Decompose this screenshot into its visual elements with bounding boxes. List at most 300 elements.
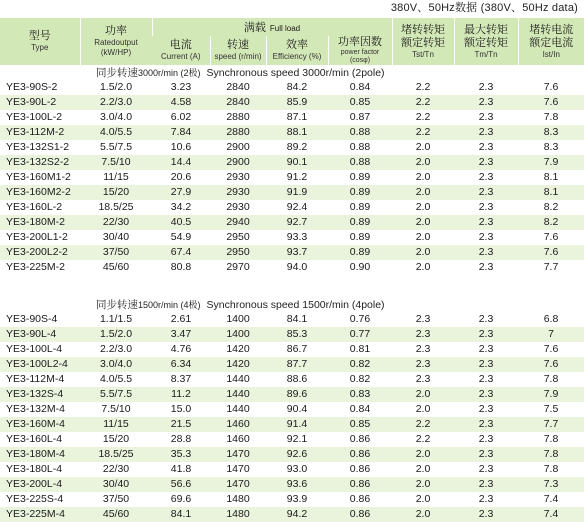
cell-efficiency: 92.1 [266, 432, 328, 447]
cell-tm: 2.3 [454, 447, 518, 462]
cell-tm: 2.3 [454, 477, 518, 492]
cell-speed: 1440 [210, 372, 266, 387]
cell-tm: 2.3 [454, 372, 518, 387]
cell-tm: 2.3 [454, 200, 518, 215]
tm-header-cn2: 额定转矩 [455, 37, 518, 50]
cell-ist: 7.3 [518, 477, 584, 492]
cell-ist: 7.8 [518, 110, 584, 125]
cell-tst: 2.0 [392, 462, 454, 477]
cell-ist: 8.3 [518, 125, 584, 140]
cell-power: 3.0/4.0 [80, 357, 152, 372]
cell-power-factor: 0.84 [328, 80, 392, 95]
cell-speed: 1440 [210, 402, 266, 417]
cell-tst: 2.3 [392, 357, 454, 372]
cell-ist: 7.6 [518, 80, 584, 95]
section-title-row [0, 297, 584, 312]
cell-tm: 2.3 [454, 387, 518, 402]
cell-current: 8.37 [152, 372, 210, 387]
cell-tst: 2.0 [392, 170, 454, 185]
cell-tm: 2.3 [454, 507, 518, 522]
motor-data-table-wrap [0, 18, 584, 522]
cell-power-factor: 0.89 [328, 170, 392, 185]
cell-current: 80.8 [152, 260, 210, 275]
cell-tst: 2.0 [392, 260, 454, 275]
cell-efficiency: 91.9 [266, 185, 328, 200]
cell-ist: 7.4 [518, 507, 584, 522]
cell-tst: 2.3 [392, 312, 454, 327]
cell-speed: 1460 [210, 432, 266, 447]
cell-power: 5.5/7.5 [80, 140, 152, 155]
cell-tst: 2.0 [392, 200, 454, 215]
cell-type: YE3-90S-2 [0, 80, 80, 95]
section-title-title-a: 同步转速 [96, 299, 138, 311]
table-row [0, 80, 584, 95]
cell-efficiency: 93.3 [266, 230, 328, 245]
section-spacer [0, 275, 584, 297]
cell-speed: 1420 [210, 342, 266, 357]
cell-ist: 7.9 [518, 155, 584, 170]
col-efficiency-header [266, 36, 328, 65]
cell-power: 4.0/5.5 [80, 372, 152, 387]
table-row [0, 402, 584, 417]
section-title-title-c: Synchronous speed 3000r/min (2pole) [207, 67, 385, 79]
cell-efficiency: 89.2 [266, 140, 328, 155]
table-row [0, 170, 584, 185]
table-body [0, 65, 584, 522]
ist-header-cn2: 额定电流 [519, 37, 584, 50]
cell-speed: 2880 [210, 110, 266, 125]
cell-tm: 2.3 [454, 170, 518, 185]
cell-current: 41.8 [152, 462, 210, 477]
table-row [0, 432, 584, 447]
cell-ist: 7.7 [518, 260, 584, 275]
section-title [0, 65, 584, 80]
cell-tm: 2.3 [454, 215, 518, 230]
cell-ist: 7.6 [518, 245, 584, 260]
cell-power-factor: 0.86 [328, 447, 392, 462]
cell-power: 22/30 [80, 215, 152, 230]
cell-power-factor: 0.84 [328, 402, 392, 417]
table-row [0, 387, 584, 402]
cell-tst: 2.0 [392, 477, 454, 492]
cell-type: YE3-112M-2 [0, 125, 80, 140]
cell-current: 67.4 [152, 245, 210, 260]
cell-type: YE3-160M-4 [0, 417, 80, 432]
cell-efficiency: 85.3 [266, 327, 328, 342]
cell-tst: 2.0 [392, 447, 454, 462]
table-row [0, 110, 584, 125]
cell-tm: 2.3 [454, 312, 518, 327]
cell-power: 15/20 [80, 432, 152, 447]
cell-tst: 2.2 [392, 417, 454, 432]
cell-efficiency: 87.7 [266, 357, 328, 372]
cell-tst: 2.2 [392, 125, 454, 140]
cell-efficiency: 90.4 [266, 402, 328, 417]
cell-power-factor: 0.83 [328, 387, 392, 402]
cell-type: YE3-180M-2 [0, 215, 80, 230]
cell-tm: 2.3 [454, 260, 518, 275]
cell-efficiency: 94.2 [266, 507, 328, 522]
cell-power: 1.5/2.0 [80, 80, 152, 95]
motor-data-table [0, 18, 584, 522]
cell-speed: 2900 [210, 155, 266, 170]
cell-speed: 2940 [210, 215, 266, 230]
cell-speed: 1470 [210, 477, 266, 492]
cell-efficiency: 84.1 [266, 312, 328, 327]
table-row [0, 357, 584, 372]
cell-ist: 7.6 [518, 95, 584, 110]
cell-power-factor: 0.88 [328, 140, 392, 155]
cell-speed: 2950 [210, 245, 266, 260]
cell-speed: 2930 [210, 185, 266, 200]
cell-power: 5.5/7.5 [80, 387, 152, 402]
table-row [0, 477, 584, 492]
cell-current: 4.58 [152, 95, 210, 110]
cell-current: 3.47 [152, 327, 210, 342]
cell-power: 11/15 [80, 417, 152, 432]
cell-tm: 2.3 [454, 80, 518, 95]
pf-header-unit: (cosφ) [329, 57, 392, 65]
tst-header-en: Tst/Tn [393, 50, 454, 60]
section-title-title-b: 3000r/min (2极) [138, 68, 201, 78]
cell-type: YE3-100L2-4 [0, 357, 80, 372]
cell-current: 6.02 [152, 110, 210, 125]
cell-tst: 2.0 [392, 245, 454, 260]
cell-efficiency: 86.7 [266, 342, 328, 357]
section-title-title-c: Synchronous speed 1500r/min (4pole) [207, 299, 385, 311]
cell-power: 4.0/5.5 [80, 125, 152, 140]
cell-type: YE3-132S2-2 [0, 155, 80, 170]
cell-ist: 7.6 [518, 357, 584, 372]
cell-speed: 2900 [210, 140, 266, 155]
cell-power: 2.2/3.0 [80, 95, 152, 110]
tst-header-cn1: 堵转转矩 [393, 24, 454, 37]
col-tm-header [454, 18, 518, 65]
cell-tm: 2.3 [454, 245, 518, 260]
table-row [0, 215, 584, 230]
cell-ist: 7.9 [518, 387, 584, 402]
cell-ist: 7.7 [518, 417, 584, 432]
cell-power: 2.2/3.0 [80, 342, 152, 357]
cell-power: 22/30 [80, 462, 152, 477]
table-row [0, 185, 584, 200]
cell-type: YE3-180M-4 [0, 447, 80, 462]
cell-power-factor: 0.76 [328, 312, 392, 327]
cell-type: YE3-160M2-2 [0, 185, 80, 200]
speed-header-cn: 转速 [211, 39, 266, 52]
cell-tst: 2.0 [392, 387, 454, 402]
cell-tst: 2.0 [392, 140, 454, 155]
cell-power-factor: 0.89 [328, 230, 392, 245]
cell-current: 2.61 [152, 312, 210, 327]
cell-current: 7.84 [152, 125, 210, 140]
pf-header-cn: 功率因数 [329, 36, 392, 49]
cell-speed: 1460 [210, 417, 266, 432]
cell-tst: 2.3 [392, 342, 454, 357]
table-row [0, 155, 584, 170]
cell-efficiency: 91.2 [266, 170, 328, 185]
cell-efficiency: 93.6 [266, 477, 328, 492]
table-row [0, 492, 584, 507]
cell-tst: 2.2 [392, 110, 454, 125]
cell-power: 37/50 [80, 245, 152, 260]
cell-power-factor: 0.88 [328, 155, 392, 170]
type-header-cn: 型号 [0, 30, 80, 43]
cell-type: YE3-160L-4 [0, 432, 80, 447]
cell-speed: 2950 [210, 230, 266, 245]
col-tst-header [392, 18, 454, 65]
pf-header-en: power factor [329, 49, 392, 57]
cell-type: YE3-180L-4 [0, 462, 80, 477]
cell-type: YE3-200L2-2 [0, 245, 80, 260]
cell-power-factor: 0.89 [328, 200, 392, 215]
table-row [0, 312, 584, 327]
cell-ist: 8.2 [518, 215, 584, 230]
cell-tm: 2.3 [454, 357, 518, 372]
cell-current: 35.3 [152, 447, 210, 462]
cell-power: 1.1/1.5 [80, 312, 152, 327]
cell-tst: 2.0 [392, 507, 454, 522]
cell-current: 28.8 [152, 432, 210, 447]
table-row [0, 372, 584, 387]
cell-tm: 2.3 [454, 327, 518, 342]
cell-current: 3.23 [152, 80, 210, 95]
cell-type: YE3-100L-2 [0, 110, 80, 125]
cell-power: 30/40 [80, 230, 152, 245]
full-load-header [152, 18, 392, 36]
cell-power-factor: 0.81 [328, 342, 392, 357]
cell-power-factor: 0.85 [328, 417, 392, 432]
cell-speed: 1480 [210, 492, 266, 507]
cell-power: 7.5/10 [80, 155, 152, 170]
cell-tst: 2.3 [392, 372, 454, 387]
cell-speed: 1420 [210, 357, 266, 372]
ist-header-cn1: 堵转电流 [519, 24, 584, 37]
cell-type: YE3-112M-4 [0, 372, 80, 387]
cell-power: 15/20 [80, 185, 152, 200]
cell-speed: 2930 [210, 170, 266, 185]
current-header-en: Current (A) [152, 52, 210, 62]
cell-speed: 1400 [210, 327, 266, 342]
cell-tm: 2.3 [454, 185, 518, 200]
cell-power: 3.0/4.0 [80, 110, 152, 125]
cell-power-factor: 0.86 [328, 432, 392, 447]
tst-header-cn2: 额定转矩 [393, 37, 454, 50]
cell-tm: 2.3 [454, 417, 518, 432]
col-ist-header [518, 18, 584, 65]
col-type-header [0, 18, 80, 65]
cell-ist: 8.3 [518, 140, 584, 155]
cell-tst: 2.2 [392, 432, 454, 447]
cell-efficiency: 92.7 [266, 215, 328, 230]
cell-power-factor: 0.86 [328, 462, 392, 477]
cell-current: 56.6 [152, 477, 210, 492]
cell-power: 37/50 [80, 492, 152, 507]
cell-speed: 1470 [210, 447, 266, 462]
cell-power: 45/60 [80, 260, 152, 275]
col-power-header [80, 18, 152, 65]
power-header-unit: (kW/HP) [81, 48, 152, 58]
cell-speed: 1440 [210, 387, 266, 402]
cell-speed: 2880 [210, 125, 266, 140]
current-header-cn: 电流 [152, 39, 210, 52]
cell-type: YE3-200L-4 [0, 477, 80, 492]
cell-ist: 7.6 [518, 342, 584, 357]
cell-tm: 2.3 [454, 462, 518, 477]
cell-current: 69.6 [152, 492, 210, 507]
cell-power-factor: 0.82 [328, 357, 392, 372]
cell-efficiency: 89.6 [266, 387, 328, 402]
cell-power-factor: 0.86 [328, 477, 392, 492]
cell-ist: 7.8 [518, 462, 584, 477]
section-title-row [0, 65, 584, 80]
cell-power: 1.5/2.0 [80, 327, 152, 342]
cell-power: 30/40 [80, 477, 152, 492]
table-row [0, 200, 584, 215]
cell-efficiency: 93.0 [266, 462, 328, 477]
cell-power: 11/15 [80, 170, 152, 185]
table-row [0, 462, 584, 477]
cell-ist: 7.8 [518, 447, 584, 462]
cell-speed: 2840 [210, 80, 266, 95]
cell-ist: 7.6 [518, 230, 584, 245]
cell-power: 18.5/25 [80, 200, 152, 215]
cell-current: 84.1 [152, 507, 210, 522]
cell-tst: 2.0 [392, 492, 454, 507]
cell-power: 18.5/25 [80, 447, 152, 462]
cell-power-factor: 0.88 [328, 125, 392, 140]
cell-efficiency: 92.6 [266, 447, 328, 462]
cell-tst: 2.3 [392, 327, 454, 342]
cell-tm: 2.3 [454, 110, 518, 125]
cell-power-factor: 0.89 [328, 185, 392, 200]
cell-tst: 2.0 [392, 155, 454, 170]
cell-ist: 7.8 [518, 372, 584, 387]
cell-type: YE3-160L-2 [0, 200, 80, 215]
cell-type: YE3-90L-4 [0, 327, 80, 342]
table-row [0, 125, 584, 140]
col-power-factor-header [328, 36, 392, 65]
cell-tm: 2.3 [454, 230, 518, 245]
cell-type: YE3-225S-4 [0, 492, 80, 507]
power-header-en: Ratedoutput [81, 38, 152, 48]
cell-speed: 1470 [210, 462, 266, 477]
table-row [0, 95, 584, 110]
ist-header-en: Ist/In [519, 50, 584, 60]
cell-ist: 7 [518, 327, 584, 342]
cell-tst: 2.0 [392, 185, 454, 200]
cell-tm: 2.3 [454, 432, 518, 447]
table-row [0, 260, 584, 275]
cell-ist: 8.1 [518, 170, 584, 185]
cell-power-factor: 0.86 [328, 492, 392, 507]
cell-current: 54.9 [152, 230, 210, 245]
cell-speed: 1480 [210, 507, 266, 522]
type-header-en: Type [0, 43, 80, 53]
cell-power-factor: 0.89 [328, 215, 392, 230]
section-title-title-b: 1500r/min (4极) [138, 300, 201, 310]
cell-power-factor: 0.87 [328, 110, 392, 125]
cell-current: 27.9 [152, 185, 210, 200]
efficiency-header-en: Efficiency (%) [267, 52, 328, 62]
cell-type: YE3-225M-4 [0, 507, 80, 522]
cell-tm: 2.3 [454, 125, 518, 140]
cell-efficiency: 85.9 [266, 95, 328, 110]
cell-efficiency: 88.6 [266, 372, 328, 387]
section-title-title-a: 同步转速 [96, 67, 138, 79]
col-speed-header [210, 36, 266, 65]
cell-power-factor: 0.90 [328, 260, 392, 275]
table-row [0, 342, 584, 357]
tm-header-cn1: 最大转矩 [455, 24, 518, 37]
cell-ist: 7.8 [518, 432, 584, 447]
cell-efficiency: 92.4 [266, 200, 328, 215]
tm-header-en: Tm/Tn [455, 50, 518, 60]
cell-type: YE3-90S-4 [0, 312, 80, 327]
cell-efficiency: 90.1 [266, 155, 328, 170]
cell-power-factor: 0.82 [328, 372, 392, 387]
spacer-cell [0, 275, 584, 297]
cell-current: 11.2 [152, 387, 210, 402]
cell-efficiency: 84.2 [266, 80, 328, 95]
cell-tst: 2.0 [392, 402, 454, 417]
cell-current: 6.34 [152, 357, 210, 372]
cell-power-factor: 0.85 [328, 95, 392, 110]
cell-tst: 2.0 [392, 215, 454, 230]
cell-tm: 2.3 [454, 95, 518, 110]
cell-current: 34.2 [152, 200, 210, 215]
cell-power: 7.5/10 [80, 402, 152, 417]
efficiency-header-cn: 效率 [267, 39, 328, 52]
col-current-header [152, 36, 210, 65]
cell-tm: 2.3 [454, 492, 518, 507]
table-row [0, 507, 584, 522]
cell-type: YE3-132S1-2 [0, 140, 80, 155]
table-row [0, 140, 584, 155]
cell-efficiency: 91.4 [266, 417, 328, 432]
cell-power-factor: 0.89 [328, 245, 392, 260]
cell-power: 45/60 [80, 507, 152, 522]
cell-current: 40.5 [152, 215, 210, 230]
cell-tm: 2.3 [454, 140, 518, 155]
voltage-note: 380V、50Hz数据 (380V、50Hz data) [391, 2, 578, 15]
cell-tm: 2.3 [454, 342, 518, 357]
power-header-cn: 功率 [81, 25, 152, 38]
cell-tst: 2.2 [392, 95, 454, 110]
cell-current: 14.4 [152, 155, 210, 170]
cell-power-factor: 0.86 [328, 507, 392, 522]
full-load-en: Full load [270, 24, 300, 33]
cell-type: YE3-160M1-2 [0, 170, 80, 185]
cell-type: YE3-100L-4 [0, 342, 80, 357]
cell-speed: 2840 [210, 95, 266, 110]
cell-speed: 2930 [210, 200, 266, 215]
table-row [0, 447, 584, 462]
section-title [0, 297, 584, 312]
cell-type: YE3-225M-2 [0, 260, 80, 275]
cell-ist: 8.1 [518, 185, 584, 200]
cell-tst: 2.0 [392, 230, 454, 245]
cell-current: 4.76 [152, 342, 210, 357]
cell-current: 10.6 [152, 140, 210, 155]
cell-type: YE3-200L1-2 [0, 230, 80, 245]
cell-efficiency: 93.7 [266, 245, 328, 260]
cell-efficiency: 94.0 [266, 260, 328, 275]
cell-efficiency: 87.1 [266, 110, 328, 125]
cell-current: 21.5 [152, 417, 210, 432]
table-row [0, 417, 584, 432]
cell-ist: 7.4 [518, 492, 584, 507]
